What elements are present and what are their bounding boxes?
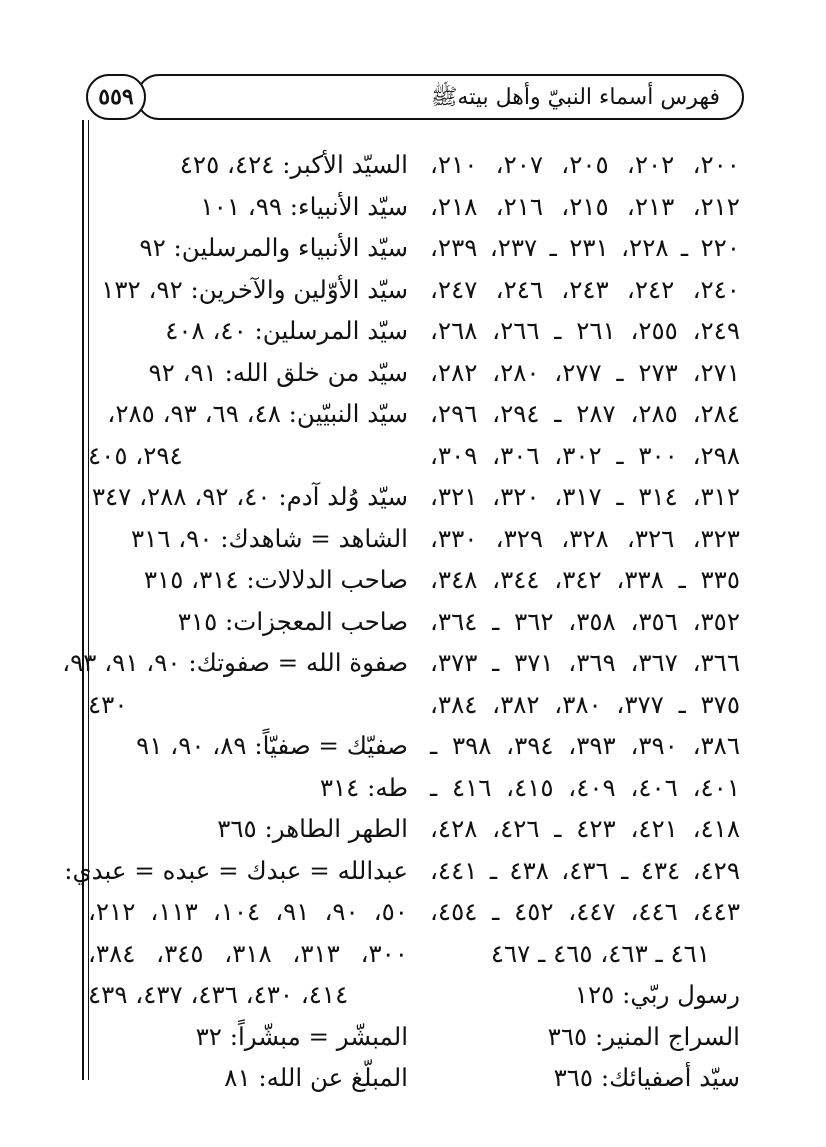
index-entry: سيّد وُلد آدم: ٤٠، ٩٢، ٢٨٨، ٣٤٧ — [91, 482, 408, 511]
page-number: ٥٥٩ — [98, 84, 134, 110]
index-line: ٥٠، ٩٠، ٩١، ١٠٤، ١١٣، ٢١٢، — [88, 897, 408, 926]
index-entry: سيّد أصفيائك: ٣٦٥ — [553, 1063, 740, 1092]
index-line: ٣٢٣، ٣٢٦، ٣٢٨، ٣٢٩، ٣٣٠، — [430, 523, 740, 553]
index-line: ٤٠١، ٤٠٦، ٤٠٩، ٤١٥، ٤١٦ ـ — [430, 772, 740, 802]
index-entry: المبلّغ عن الله: ٨١ — [224, 1063, 408, 1092]
running-header — [136, 74, 744, 120]
index-line: ٢٢٠ ـ ٢٢٨، ٢٣١ ـ ٢٣٧، ٢٣٩، — [430, 233, 740, 262]
index-line: ٣٧٥ ـ ٣٧٧، ٣٨٠، ٣٨٢، ٣٨٤، — [430, 689, 740, 719]
index-entry: سيّد الأوّلين والآخرين: ٩٢، ١٣٢ — [101, 274, 408, 304]
index-entry: صاحب الدلالات: ٣١٤، ٣١٥ — [143, 565, 408, 594]
index-line: ٣٣٥ ـ ٣٣٨، ٣٤٢، ٣٤٤، ٣٤٨، — [430, 565, 740, 594]
index-entry: المبشّر = مبشّراً: ٣٢ — [195, 1021, 408, 1051]
right-column — [430, 144, 740, 1099]
index-line: ٢٧١، ٢٧٣ ـ ٢٧٧، ٢٨٠، ٢٨٢، — [430, 357, 740, 387]
index-line: ٢٠٠، ٢٠٢، ٢٠٥، ٢٠٧، ٢١٠، — [430, 150, 740, 179]
index-entry: سيّد الأنبياء: ٩٩، ١٠١ — [200, 191, 408, 221]
index-line: ٢٩٤، ٤٠٥ — [88, 440, 183, 470]
index-entry: رسول ربّي: ١٢٥ — [574, 980, 740, 1009]
left-column — [62, 144, 408, 1099]
index-entry: سيّد من خلق الله: ٩١، ٩٢ — [148, 357, 408, 387]
index-entry: صفيّك = صفيّاً: ٨٩، ٩٠، ٩١ — [136, 731, 408, 760]
index-entry: السراج المنير: ٣٦٥ — [547, 1021, 740, 1051]
index-line: ٤١٨، ٤٢١، ٤٢٣ ـ ٤٢٦، ٤٢٨، — [430, 814, 740, 843]
index-line: ٢٩٨، ٣٠٠ ـ ٣٠٢، ٣٠٦، ٣٠٩، — [430, 440, 740, 470]
index-line: ٢١٢، ٢١٣، ٢١٥، ٢١٦، ٢١٨، — [430, 191, 740, 221]
index-entry: عبدالله = عبدك = عبده = عبدي: — [64, 855, 408, 885]
index-line: ٣٠٠، ٣١٣، ٣١٨، ٣٤٥، ٣٨٤، — [88, 938, 408, 968]
index-line: ٣٦٦، ٣٦٧، ٣٦٩، ٣٧١ ـ ٣٧٣، — [430, 648, 740, 677]
index-entry: سيّد النبيّين: ٤٨، ٦٩، ٩٣، ٢٨٥، — [107, 399, 408, 428]
index-line: ٢٨٤، ٢٨٥، ٢٨٧ ـ ٢٩٤، ٢٩٦، — [430, 399, 740, 428]
index-line: ٤٤٣، ٤٤٦، ٤٤٧، ٤٥٢ ـ ٤٥٤، — [430, 897, 740, 926]
index-entry: سيّد الأنبياء والمرسلين: ٩٢ — [139, 233, 408, 262]
index-line: ٤٢٩، ٤٣٤ ـ ٤٣٦، ٤٣٨ ـ ٤٤١، — [430, 855, 740, 885]
index-entry: السيّد الأكبر: ٤٢٤، ٤٢٥ — [179, 150, 408, 179]
index-line: ٤٣٠ — [88, 689, 128, 719]
index-entry: الشاهد = شاهدك: ٩٠، ٣١٦ — [130, 523, 408, 553]
index-line: ٣٥٢، ٣٥٦، ٣٥٨، ٣٦٢ ـ ٣٦٤، — [430, 606, 740, 636]
index-line: ٤١٤، ٤٣٠، ٤٣٦، ٤٣٧، ٤٣٩ — [88, 980, 349, 1009]
index-entry: صاحب المعجزات: ٣١٥ — [177, 606, 408, 636]
index-line: ٣١٢، ٣١٤ ـ ٣١٧، ٣٢٠، ٣٢١، — [430, 482, 740, 511]
page-number-box — [86, 74, 146, 120]
index-entry: سيّد المرسلين: ٤٠، ٤٠٨ — [165, 316, 408, 345]
index-entry: صفوة الله = صفوتك: ٩٠، ٩١، ٩٣، — [62, 648, 408, 677]
index-line: ٢٤٩، ٢٥٥، ٢٦١ ـ ٢٦٦، ٢٦٨، — [430, 316, 740, 345]
index-line: ٣٨٦، ٣٩٠، ٣٩٣، ٣٩٤، ٣٩٨ ـ — [430, 731, 740, 760]
index-entry: طه: ٣١٤ — [319, 772, 408, 802]
index-line: ٢٤٠، ٢٤٢، ٢٤٣، ٢٤٦، ٢٤٧، — [430, 274, 740, 304]
header-title: فهرس أسماء النبيّ وأهل بيتهﷺ — [430, 85, 720, 110]
index-line: ٤٦١ ـ ٤٦٣، ٤٦٥ ـ ٤٦٧ — [490, 938, 710, 968]
index-entry: الطهر الطاهر: ٣٦٥ — [217, 814, 408, 843]
